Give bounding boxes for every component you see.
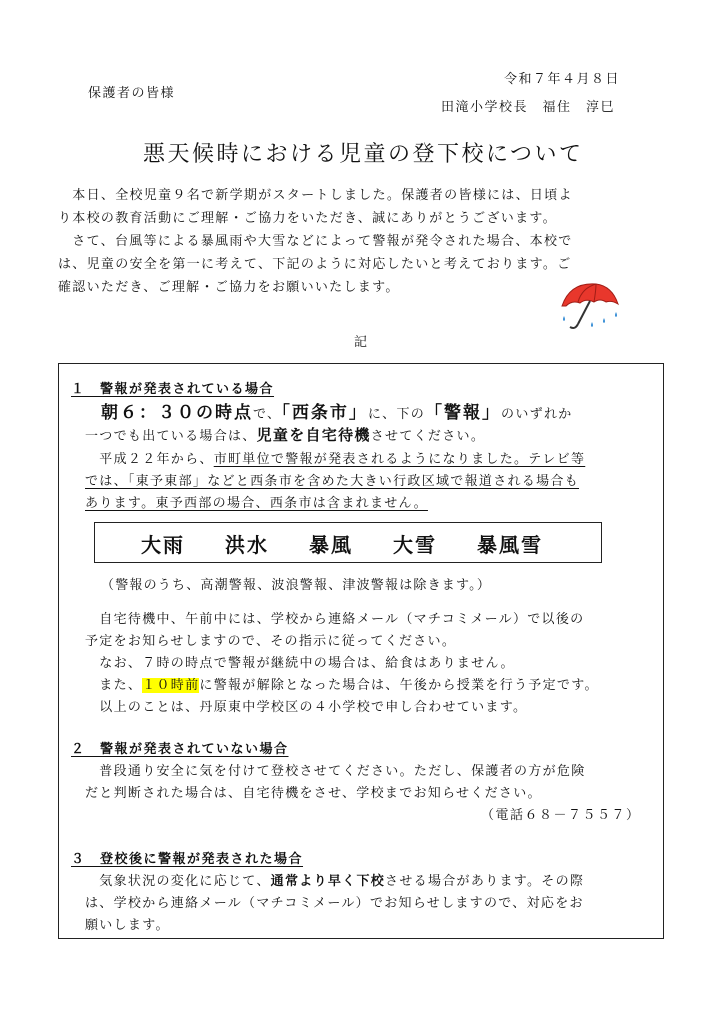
text-fragment: 一つでも出ている場合は、 xyxy=(85,429,257,444)
section2-heading: ２ 警報が発表されていない場合 xyxy=(71,742,289,757)
intro-line: 確認いただき、ご理解・ご協力をお願いいたします。 xyxy=(58,280,400,295)
sender: 田滝小学校長 福住 淳巳 xyxy=(441,100,616,115)
section1-condition-line2 xyxy=(85,424,485,445)
section3-line: は、学校から連絡メール（マチコミメール）でお知らせしますので、対応をお xyxy=(85,896,584,911)
intro-line: は、児童の安全を第一に考えて、下記のように対応したいと考えております。ご xyxy=(58,257,572,272)
detail-line: なお、７時の時点で警報が継続中の場合は、給食はありません。 xyxy=(85,656,515,671)
date: 令和７年４月８日 xyxy=(504,72,621,87)
intro-line: り本校の教育活動にご理解・ご協力をいただき、誠にありがとうございます。 xyxy=(58,211,557,226)
note-line: あります。東予西部の場合、西条市は含まれません。 xyxy=(85,496,428,511)
highlighted-time: １０時前 xyxy=(142,678,200,693)
warning-condition: 「警報」 xyxy=(425,403,502,423)
umbrella-rain-icon xyxy=(556,278,626,338)
section1-heading: １ 警報が発表されている場合 xyxy=(71,382,275,397)
text-fragment: に警報が解除となった場合は、午後から授業を行う予定です。 xyxy=(199,678,599,693)
text-fragment: させてください。 xyxy=(370,429,486,444)
warning-item: 暴風 xyxy=(309,533,353,557)
section3-body xyxy=(85,870,660,936)
warning-item: 暴風雪 xyxy=(477,533,543,557)
section1-condition-line1 xyxy=(101,398,573,423)
warning-types-box xyxy=(94,522,602,563)
detail-line: 以上のことは、丹原東中学校区の４小学校で申し合わせています。 xyxy=(85,700,528,715)
time-condition: 朝６：３０の時点 xyxy=(101,403,253,423)
note-line xyxy=(85,448,585,467)
recipient: 保護者の皆様 xyxy=(88,86,176,101)
city-condition: 「西条市」 xyxy=(281,403,368,423)
warning-item: 大雪 xyxy=(393,533,437,557)
section3-line xyxy=(85,870,584,889)
text-fragment: に、下の xyxy=(367,407,426,422)
page-title: 悪天候時における児童の登下校について xyxy=(143,142,584,167)
note-line: では、「東予東部」などと西条市を含めた大きい行政区域で報道される場合も xyxy=(85,474,580,489)
text-fragment: させる場合があります。その際 xyxy=(385,874,585,889)
warning-item: 洪水 xyxy=(225,533,269,557)
text-fragment: で、 xyxy=(253,407,282,422)
section3-line: 願いします。 xyxy=(85,918,170,933)
text-fragment: のいずれか xyxy=(501,407,573,422)
intro-line: さて、台風等による暴風雨や大雪などによって警報が発令された場合、本校で xyxy=(58,234,573,249)
ki-mark: 記 xyxy=(354,335,369,350)
detail-line: 自宅待機中、午前中には、学校から連絡メール（マチコミメール）で以後の xyxy=(85,612,585,627)
warning-item: 大雨 xyxy=(141,533,185,557)
text-fragment: 市町単位で警報が発表されるようになりました。テレビ等 xyxy=(213,452,586,467)
section1-note xyxy=(85,448,660,514)
section1-details xyxy=(85,608,660,715)
exclusion-note: （警報のうち、高潮警報、波浪警報、津波警報は除きます。） xyxy=(101,578,492,593)
detail-line xyxy=(85,674,599,693)
text-fragment: 平成２２年から、 xyxy=(85,452,214,467)
detail-line: 予定をお知らせしますので、その指示に従ってください。 xyxy=(85,634,457,649)
text-fragment: また、 xyxy=(85,678,143,693)
phone-number: （電話６８－７５５７） xyxy=(481,808,641,823)
section2-line: 普段通り安全に気を付けて登校させてください。ただし、保護者の方が危険 xyxy=(85,764,586,779)
text-fragment: 気象状況の変化に応じて、 xyxy=(85,874,271,889)
section2-line: だと判断された場合は、自宅待機をさせ、学校までお知らせください。 xyxy=(85,786,542,801)
section3-heading: ３ 登校後に警報が発表された場合 xyxy=(71,852,304,867)
intro-line: 本日、全校児童９名で新学期がスタートしました。保護者の皆様には、日頃よ xyxy=(58,188,573,203)
early-dismissal: 通常より早く下校 xyxy=(270,874,386,889)
policy-box xyxy=(58,363,664,939)
stay-home-instruction: 児童を自宅待機 xyxy=(256,426,371,444)
